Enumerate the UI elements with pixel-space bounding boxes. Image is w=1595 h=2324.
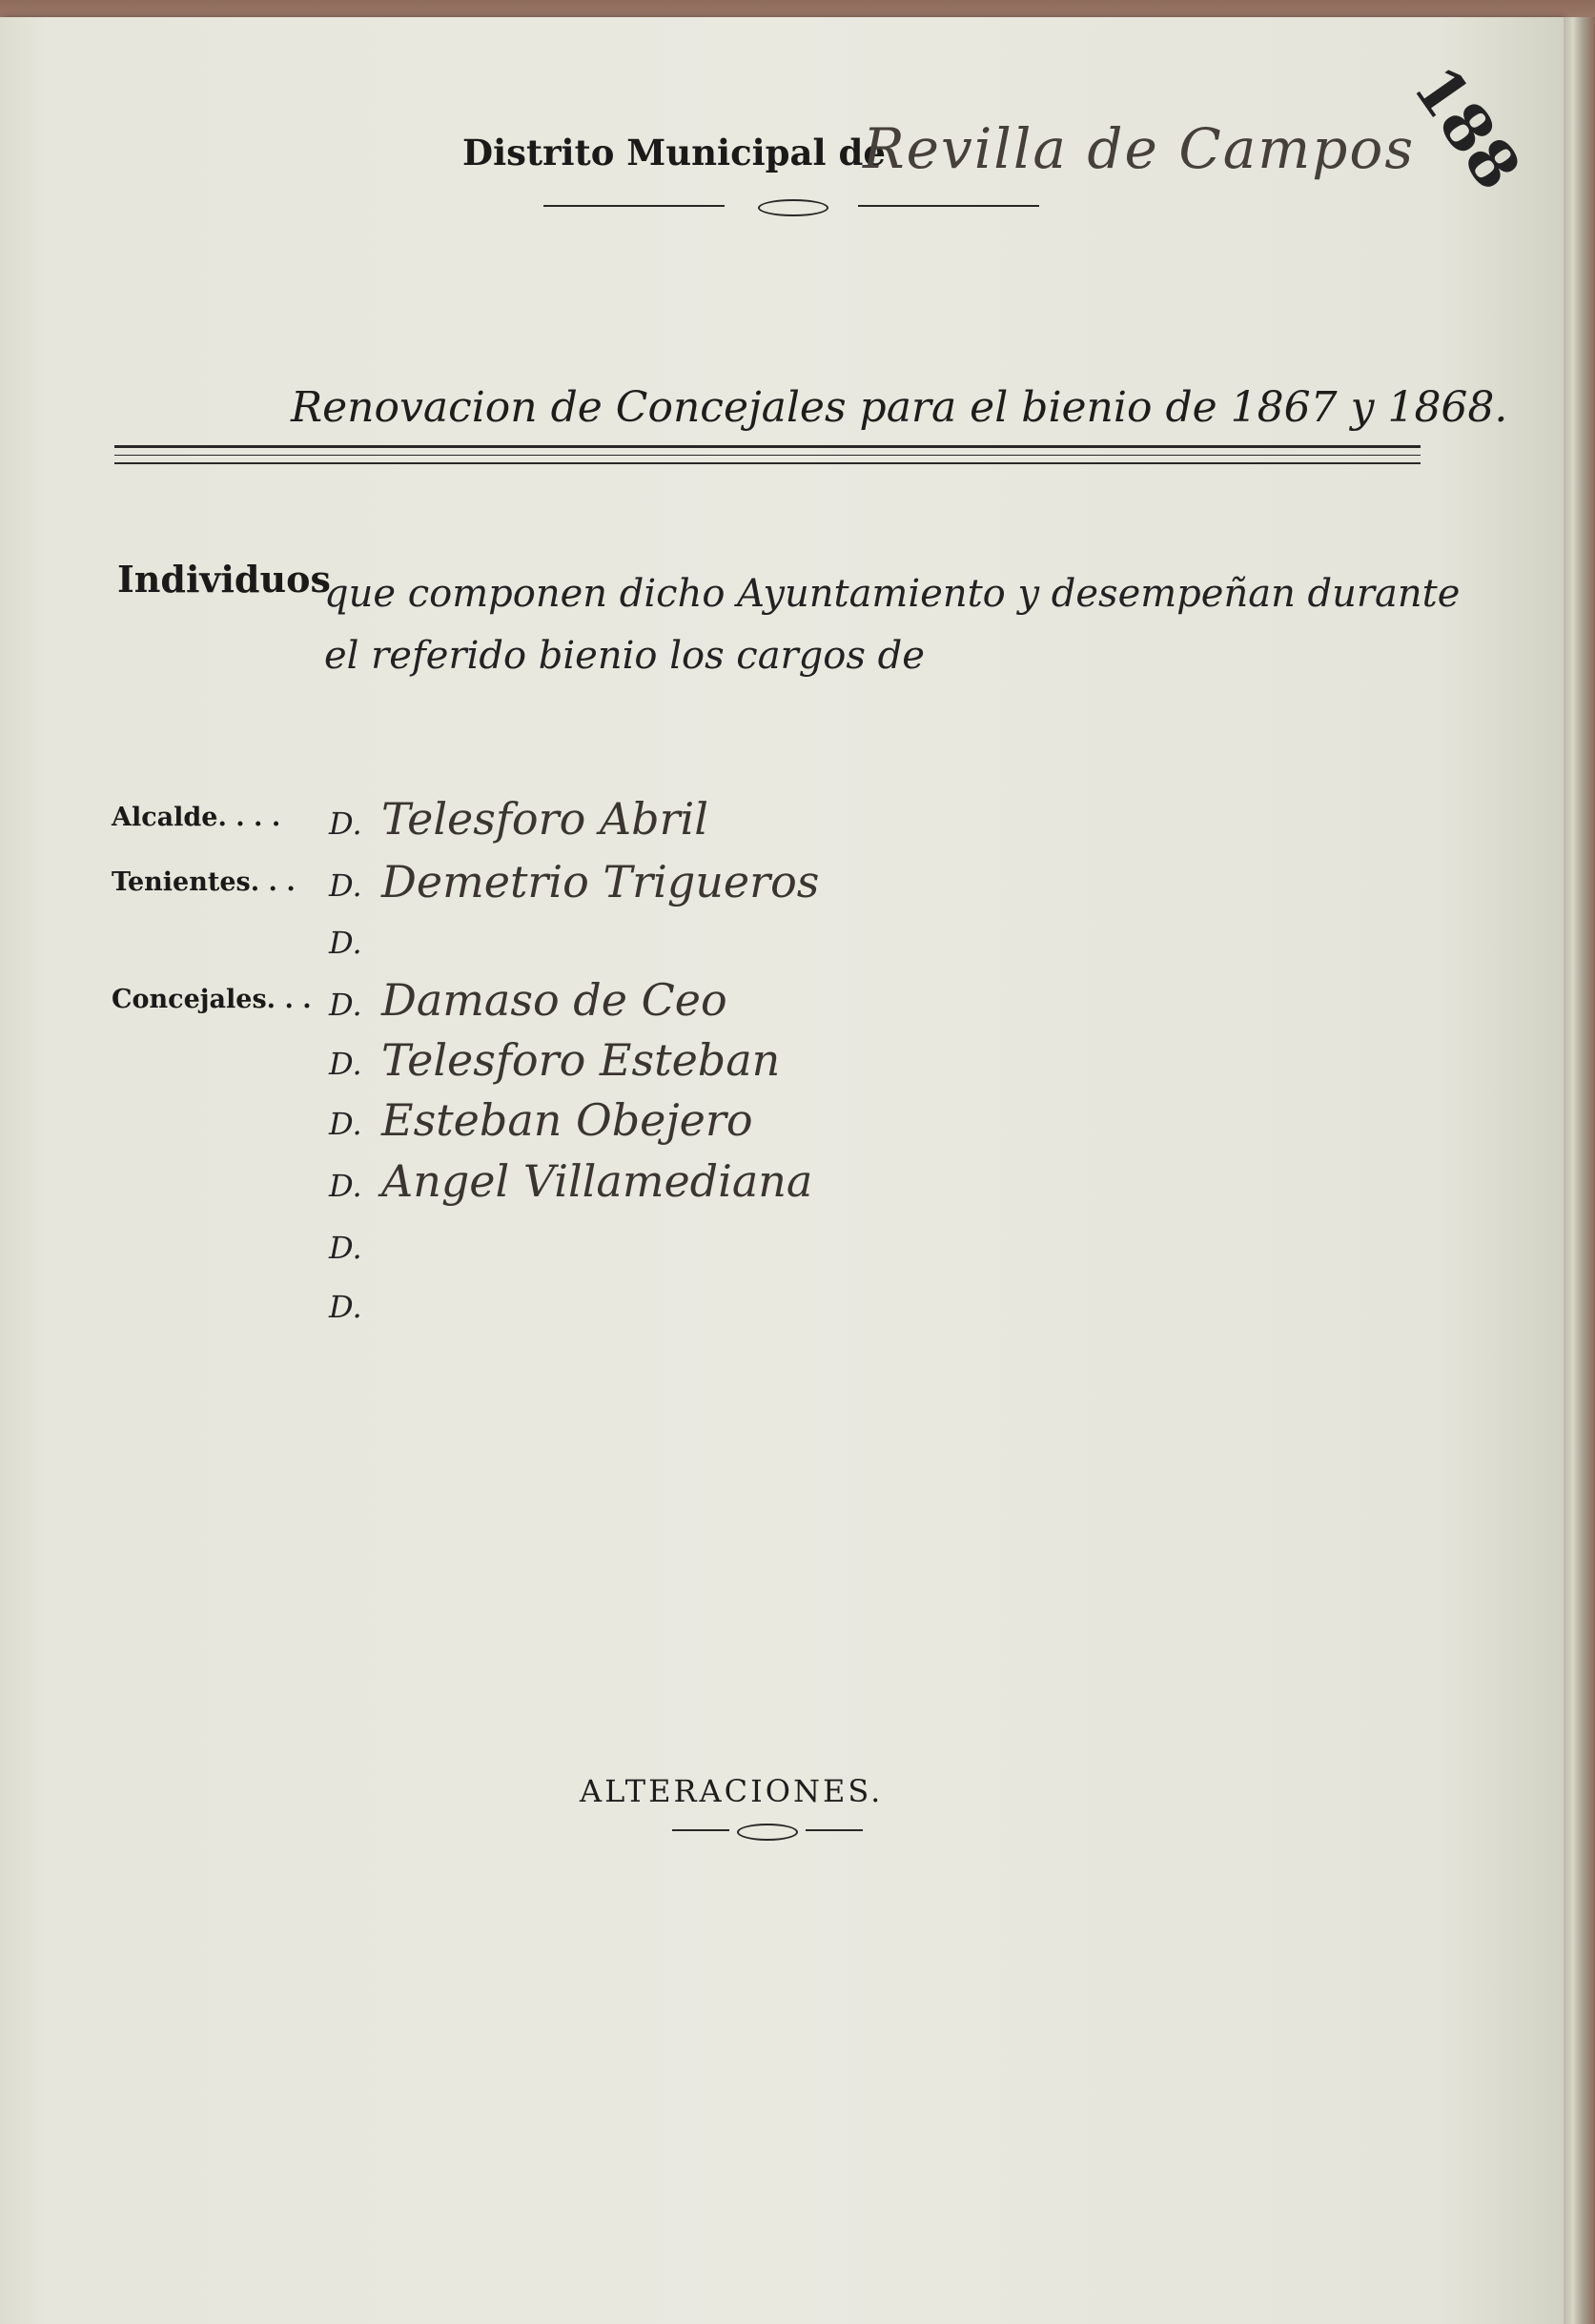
folio-number: 188	[1399, 52, 1536, 203]
don-prefix: D.	[329, 1289, 362, 1325]
district-name: Revilla de Campos	[863, 116, 1416, 181]
page-stack-edge	[1564, 17, 1595, 2324]
alteraciones-heading: ALTERACIONES.	[580, 1773, 884, 1809]
alteraciones-ornament	[672, 1821, 863, 1840]
don-prefix: D.	[329, 1230, 362, 1266]
district-label: Distrito Municipal de	[462, 132, 886, 173]
title-rule-thin	[114, 455, 1421, 456]
title-rule-thin-2	[114, 462, 1421, 464]
entry-name: Demetrio Trigueros	[381, 856, 820, 907]
tenientes-label: Tenientes. . .	[112, 867, 296, 897]
entry-name: Esteban Obejero	[381, 1094, 753, 1146]
title-rule-thick	[114, 445, 1421, 448]
don-prefix: D.	[329, 925, 362, 961]
don-prefix: D.	[329, 1168, 362, 1204]
individuos-label: Individuos	[117, 558, 331, 601]
page-title: Renovacion de Concejales para el bienio de 1867 y 1868.	[291, 383, 1508, 432]
entry-name: Telesforo Abril	[381, 793, 708, 845]
concejales-label: Concejales. . .	[112, 985, 312, 1014]
intro-line-1: que componen dicho Ayuntamiento y desempeñan durante	[324, 572, 1461, 616]
don-prefix: D.	[329, 1046, 362, 1082]
don-prefix: D.	[329, 805, 362, 842]
entry-name: Damaso de Ceo	[381, 974, 727, 1026]
entry-name: Telesforo Esteban	[381, 1034, 781, 1086]
intro-line-2: el referido bienio los cargos de	[324, 634, 925, 678]
don-prefix: D.	[329, 987, 362, 1023]
header-ornament	[543, 196, 1039, 215]
don-prefix: D.	[329, 867, 362, 904]
entry-name: Angel Villamediana	[381, 1155, 813, 1207]
alcalde-label: Alcalde. . . .	[112, 803, 281, 832]
don-prefix: D.	[329, 1106, 362, 1142]
